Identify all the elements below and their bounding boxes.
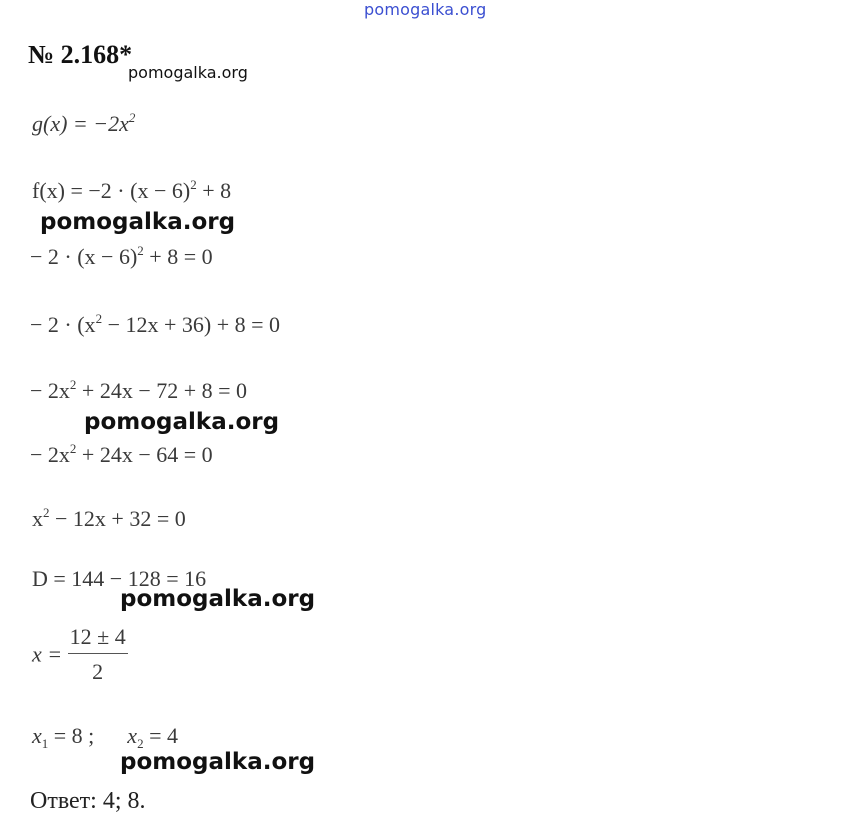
- watermark-top: pomogalka.org: [364, 0, 487, 19]
- root-1-variable: x: [32, 723, 42, 748]
- equation-line-5: [32, 505, 186, 532]
- equation-g-exponent: 2: [128, 110, 136, 125]
- equation-line-3: [30, 377, 247, 404]
- root-1-subscript: 1: [41, 736, 49, 751]
- equation-line-2: [30, 311, 280, 338]
- equation-line-4-exponent: 2: [69, 441, 77, 456]
- roots-fraction: [68, 624, 128, 685]
- discriminant: D = 144 − 128 = 16: [32, 566, 207, 591]
- equation-line-4: [30, 441, 213, 468]
- equation-line-2-text: − 2 · (x: [30, 312, 96, 337]
- roots-formula-lhs: x =: [32, 641, 63, 667]
- equation-line-4-text: − 2x: [30, 442, 70, 467]
- watermark: pomogalka.org: [120, 586, 316, 612]
- equation-line-1-exponent: 2: [137, 243, 144, 258]
- equation-line-1: [30, 243, 213, 270]
- equation-line-3-text: − 2x: [30, 378, 70, 403]
- equation-line-5-tail: − 12x + 32 = 0: [49, 506, 186, 531]
- equation-line-1-tail: + 8 = 0: [143, 244, 213, 269]
- watermark: pomogalka.org: [120, 749, 316, 775]
- equation-line-5-text: x: [32, 506, 43, 531]
- equation-line-3-exponent: 2: [69, 377, 77, 392]
- equation-line-5-exponent: 2: [43, 505, 50, 520]
- equation-line-2-tail: − 12x + 36) + 8 = 0: [102, 312, 281, 337]
- equation-f-text: f(x) = −2 · (x − 6): [32, 178, 191, 203]
- root-2-variable: x: [127, 723, 138, 748]
- equation-g-text: g(x) = −2x: [32, 111, 129, 136]
- answer: Ответ: 4; 8.: [30, 788, 146, 814]
- equation-line-4-tail: + 24x − 64 = 0: [76, 442, 213, 467]
- equation-f: [32, 177, 231, 204]
- root-2-subscript: 2: [137, 736, 144, 751]
- equation-line-3-tail: + 24x − 72 + 8 = 0: [76, 378, 248, 403]
- roots-values: [32, 723, 178, 752]
- watermark: pomogalka.org: [84, 409, 280, 435]
- watermark: pomogalka.org: [40, 209, 236, 235]
- equation-f-exponent: 2: [190, 177, 197, 192]
- equation-line-2-exponent: 2: [95, 311, 103, 326]
- roots-fraction-denominator: 2: [92, 659, 104, 684]
- equation-line-1-text: − 2 · (x − 6): [30, 244, 138, 269]
- root-1-value: = 8 ;: [48, 723, 95, 748]
- root-2-value: = 4: [143, 723, 178, 748]
- equation-g: [32, 110, 135, 137]
- roots-fraction-numerator: 12 ± 4: [68, 624, 128, 654]
- equation-f-tail: + 8: [196, 178, 232, 203]
- problem-number: № 2.168*: [28, 40, 133, 69]
- roots-formula: [32, 624, 128, 685]
- watermark: pomogalka.org: [128, 63, 248, 82]
